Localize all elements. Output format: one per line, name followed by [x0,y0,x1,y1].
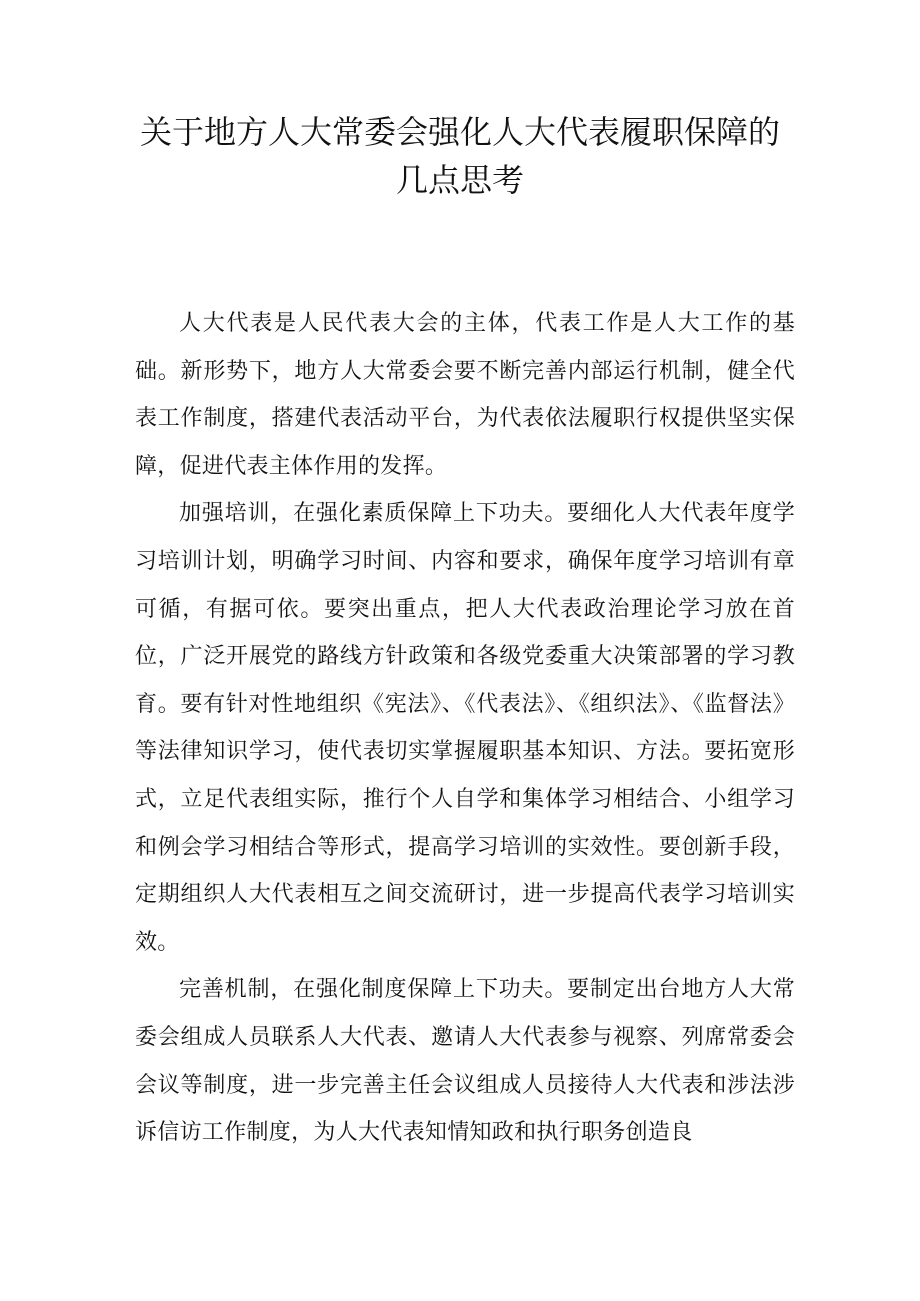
document-title: 关于地方人大常委会强化人大代表履职保障的几点思考 [140,113,781,199]
document-body [135,300,795,1157]
paragraph-training: 加强培训，在强化素质保障上下功夫。要细化人大代表年度学习培训计划，明确学习时间、内容和要求，确保年度学习培训有章可循，有据可依。要突出重点，把人大代表政治理论学习放在首位，广泛开展党的路线方针政策和各级党委重大决策部署的学习教育。要有针对性地组织《宪法》、《代表法》、《组织法》、《监督法》等法律知识学习，使代表切实掌握履职基本知识、方法。要拓宽形式，立足代表组实际，推行个人自学和集体学习相结合、小组学习和例会学习相结合等形式，提高学习培训的实效性。要创新手段，定期组织人大代表相互之间交流研讨，进一步提高代表学习培训实效。 [135,501,795,955]
paragraph-mechanism: 完善机制，在强化制度保障上下功夫。要制定出台地方人大常委会组成人员联系人大代表、邀请人大代表参与视察、列席常委会会议等制度，进一步完善主任会议组成人员接待人大代表和涉法涉诉信访工作制度，为人大代表知情知政和执行职务创造良 [135,977,795,1146]
paragraph-intro: 人大代表是人民代表大会的主体，代表工作是人大工作的基础。新形势下，地方人大常委会要不断完善内部运行机制，健全代表工作制度，搭建代表活动平台，为代表依法履职行权提供坚实保障，促进代表主体作用的发挥。 [135,311,795,479]
